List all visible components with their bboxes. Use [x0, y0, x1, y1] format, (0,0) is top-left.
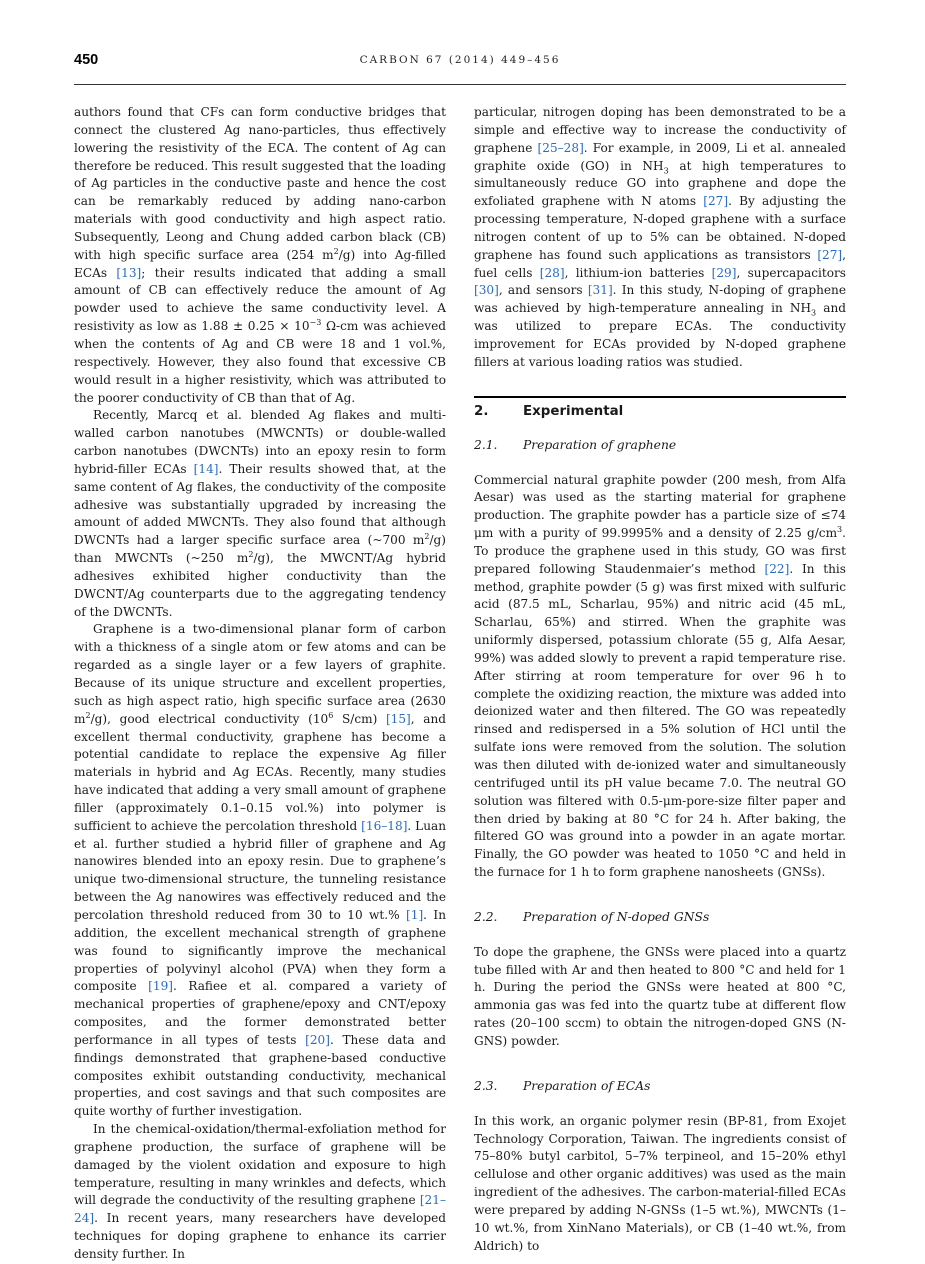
text-run: at high temperatures to simultaneously reduce GO into graphene and dope the exfoliated graphene with N atoms [474, 158, 846, 209]
subsection-heading-ecas [474, 1078, 846, 1096]
text-run: . In this study, N-doping of graphene was achieved by high-temperature annealing in NH [474, 283, 847, 316]
section-title: Experimental [523, 403, 624, 419]
section-number: 2. [474, 403, 489, 419]
text-run: . By adjusting the processing temperature, N-doped graphene with a surface nitrogen content of up to 5% can be obtained. N-doped graphene has found such applications as transistors [474, 194, 847, 262]
superscript: 2 [333, 246, 339, 256]
subsection-heading-graphene [474, 437, 846, 455]
superscript: 2 [424, 532, 430, 542]
text-run: S/cm) [333, 711, 386, 726]
text-run: Ω-cm was achieved when the contents of Ag and CB were 18 and 1 vol.%, respectively. However, they also found that excessive CB would result in a higher resistivity, which was attributed to the poorer conductivity of CB than that of Ag. [74, 319, 447, 405]
subsection-title: Preparation of ECAs [523, 1078, 651, 1093]
reference-link[interactable]: [19] [148, 979, 173, 994]
paragraph [74, 104, 446, 407]
text-run: /g) than MWCNTs (~250 m [74, 533, 446, 566]
text-run: In the chemical-oxidation/thermal-exfoliation method for graphene production, the surface of graphene will be damaged by the violent oxidation and exposure to high temperature, resulting in many wrinkles and defects, which will degrade the conductivity of the resulting graphene [74, 1122, 446, 1208]
reference-link[interactable]: [30] [474, 283, 499, 298]
subsection-number: 2.2. [474, 909, 498, 924]
text-run: , and excellent thermal conductivity, graphene has become a potential candidate to replace the expensive Ag filler materials in hybrid and Ag ECAs. Recently, many studies have indicated that adding a very small amount of graphene filler (approximately 0.1–0.15 vol.%) into polymer is sufficient to achieve the percolation threshold [74, 711, 446, 833]
text-run: . These data and findings demonstrated that graphene-based conductive composites exhibit outstanding conductivity, mechanical properties, and cost savings and that such composites are quite worthy of further investigation. [74, 1032, 446, 1119]
text-run: /g) into Ag-filled ECAs [74, 247, 446, 280]
paragraph [474, 472, 846, 882]
superscript: −3 [309, 318, 322, 328]
superscript: 2 [248, 550, 254, 560]
subsection-title: Preparation of N-doped GNSs [523, 909, 710, 924]
paragraph [74, 1121, 446, 1264]
text-run: Recently, Marcq et al. blended Ag flakes and multi-walled carbon nanotubes (MWCNTs) or double-walled carbon nanotubes (DWCNTs) into an epoxy resin to form hybrid-filler ECAs [74, 408, 446, 476]
journal-citation: CARBON 67 (2014) 449–456 [359, 54, 561, 66]
superscript: 2 [85, 710, 91, 720]
text-run: . Luan et al. further studied a hybrid filler of graphene and Ag nanowires blended into an epoxy resin. Due to graphene’s unique two-dimensional structure, the tunneling resistance between the Ag nanowires was effectively reduced and the percolation threshold reduced from 30 to 10 wt.% [74, 818, 446, 922]
text-run: Graphene is a two-dimensional planar form of carbon with a thickness of a single atom or few atoms and can be regarded as a single layer or a few layers of graphite. Because of its unique structure and excellent properties, such as high aspect ratio, high specific surface area (2630 m [74, 622, 446, 726]
subsection-title: Preparation of graphene [523, 437, 677, 452]
left-column [74, 104, 446, 1264]
reference-link[interactable]: [1] [406, 907, 424, 922]
text-run: particular, nitrogen doping has been demonstrated to be a simple and effective way to increase the conductivity of graphene [474, 105, 846, 155]
text-run: /g), the MWCNT/Ag hybrid adhesives exhibited higher conductivity than the DWCNT/Ag counterparts due to the aggregating tendency of the DWCNTs. [74, 551, 446, 619]
page-header [74, 52, 846, 85]
paragraph [474, 104, 846, 372]
subsection-number: 2.3. [474, 1078, 498, 1093]
right-column [474, 104, 846, 1255]
reference-link[interactable]: [13] [116, 265, 142, 280]
text-run: , and sensors [498, 283, 588, 298]
text-run: ; their results indicated that adding a small amount of CB can effectively reduce the amount of Ag powder used to achieve the same conductivity level. A resistivity as low as 1.88 ± 0.25 × 10 [74, 265, 446, 334]
text-run: . For example, in 2009, Li et al. annealed graphite oxide (GO) in NH [474, 140, 846, 173]
text-run: /g), good electrical conductivity (10 [90, 711, 329, 726]
text-run: . Their results showed that, at the same content of Ag flakes, the conductivity of the composite adhesive was substantially upgraded by increasing the amount of added MWCNTs. They also found that although DWCNTs had a larger specific surface area (~700 m [74, 461, 447, 548]
text-run: . In recent years, many researchers have developed techniques for doping graphene to enhance its carrier density further. In [74, 1211, 446, 1261]
reference-link[interactable]: [27] [817, 247, 843, 262]
text-run: . In this method, graphite powder (5 g) was first mixed with sulfuric acid (87.5 mL, Scharlau, 95%) and nitric acid (45 mL, Scharlau, 65%) and stirred. When the graphite was uniformly dispersed, potassium chlorate (55 g, Alfa Aesar, 99%) was added slowly to prevent a rapid temperature rise. After stirring at room temperature for over 96 h to complete the oxidizing reaction, the mixture was added into deionized water and then filtered. The GO was repeatedly rinsed and redispersed in a 5% solution of HCl until the sulfate ions were removed from the solution. The solution was then diluted with de-ionized water and simultaneously centrifuged until its pH value became 7.0. The neutral GO solution was filtered with 0.5-μm-pore-size filter paper and then dried by baking at 80 °C for 24 h. After baking, the filtered GO was ground into a powder in an agate mortar. Finally, the GO powder was heated to 1050 °C and held in the furnace for 1 h to form graphene nanosheets (GNSs). [474, 561, 846, 880]
paragraph [74, 621, 446, 1121]
reference-link[interactable]: [15] [385, 711, 411, 726]
subsection-number: 2.1. [474, 437, 498, 452]
reference-link[interactable]: [28] [539, 265, 565, 280]
spacer [474, 1051, 846, 1066]
page-number: 450 [74, 52, 99, 68]
subscript: 3 [663, 165, 669, 175]
text-run: , fuel cells [474, 247, 846, 280]
reference-link[interactable]: [27] [703, 194, 729, 209]
reference-link[interactable]: [14] [193, 461, 219, 476]
reference-link[interactable]: [22] [764, 561, 790, 576]
text-run: Commercial natural graphite powder (200 mesh, from Alfa Aesar) was used as the starting material for graphene production. The graphite powder has a particle size of ≤74 μm with a purity of 99.9995% and a density of 2.25 g/cm [474, 472, 846, 541]
reference-link[interactable]: [25–28] [537, 140, 584, 155]
paragraph [74, 407, 446, 621]
section-heading-experimental [474, 396, 846, 425]
text-run: . In addition, the excellent mechanical strength of graphene was found to significantly improve the mechanical properties of polyvinyl alcohol (PVA) when they form a composite [74, 907, 446, 994]
text-run: and was utilized to prepare ECAs. The conductivity improvement for ECAs provided by N-doped graphene fillers at various loading ratios was studied. [474, 301, 846, 369]
reference-link[interactable]: [16–18] [361, 818, 408, 833]
subscript: 3 [811, 308, 817, 318]
text-run: , lithium-ion batteries [564, 265, 712, 280]
spacer [474, 882, 846, 897]
superscript: 3 [837, 525, 843, 534]
reference-link[interactable]: [29] [711, 265, 737, 280]
reference-link[interactable]: [20] [305, 1032, 330, 1047]
paragraph: In this work, an organic polymer resin (BP-81, from Exojet Technology Corporation, Taiwan. The ingredients consist of 75–80% butyl carbitol, 5–7% terpineol, and 15–20% ethyl cellulose and other organic additives) was used as the main ingredient of the adhesives. The carbon-material-filled ECAs were prepared by adding N-GNSs (1–5 wt.%), MWCNTs (1–10 wt.%, from XinNano Materials), or CB (1–40 wt.%, from Aldrich) to [474, 1113, 846, 1253]
text-run: . To produce the graphene used in this study, GO was first prepared following Staudenmaier’s method [474, 526, 846, 576]
reference-link[interactable]: [31] [587, 283, 613, 298]
text-run: authors found that CFs can form conductive bridges that connect the clustered Ag nano-particles, thus effectively lowering the resistivity of the ECA. The content of Ag can therefore be reduced. This result suggested that the loading of Ag particles in the conductive paste and hence the cost can be remarkably reduced by adding nano-carbon materials with good conductivity and high aspect ratio. Subsequently, Leong and Chung added carbon black (CB) with high specific surface area (254 m [74, 105, 446, 262]
subsection-heading-n-doped [474, 909, 846, 927]
text-run: , supercapacitors [736, 265, 846, 280]
paragraph: To dope the graphene, the GNSs were placed into a quartz tube filled with Ar and then heated to 800 °C and held for 1 h. During the period the GNSs were heated at 800 °C, ammonia gas was fed into the quartz tube at different flow rates (20–100 sccm) to obtain the nitrogen-doped GNS (N-GNS) powder. [474, 944, 846, 1048]
text-run: . Rafiee et al. compared a variety of mechanical properties of graphene/epoxy and CNT/epoxy composites, and the former demonstrated better performance in all types of tests [74, 979, 446, 1047]
superscript: 6 [328, 710, 334, 720]
reference-link[interactable]: [21–24] [74, 1193, 446, 1226]
